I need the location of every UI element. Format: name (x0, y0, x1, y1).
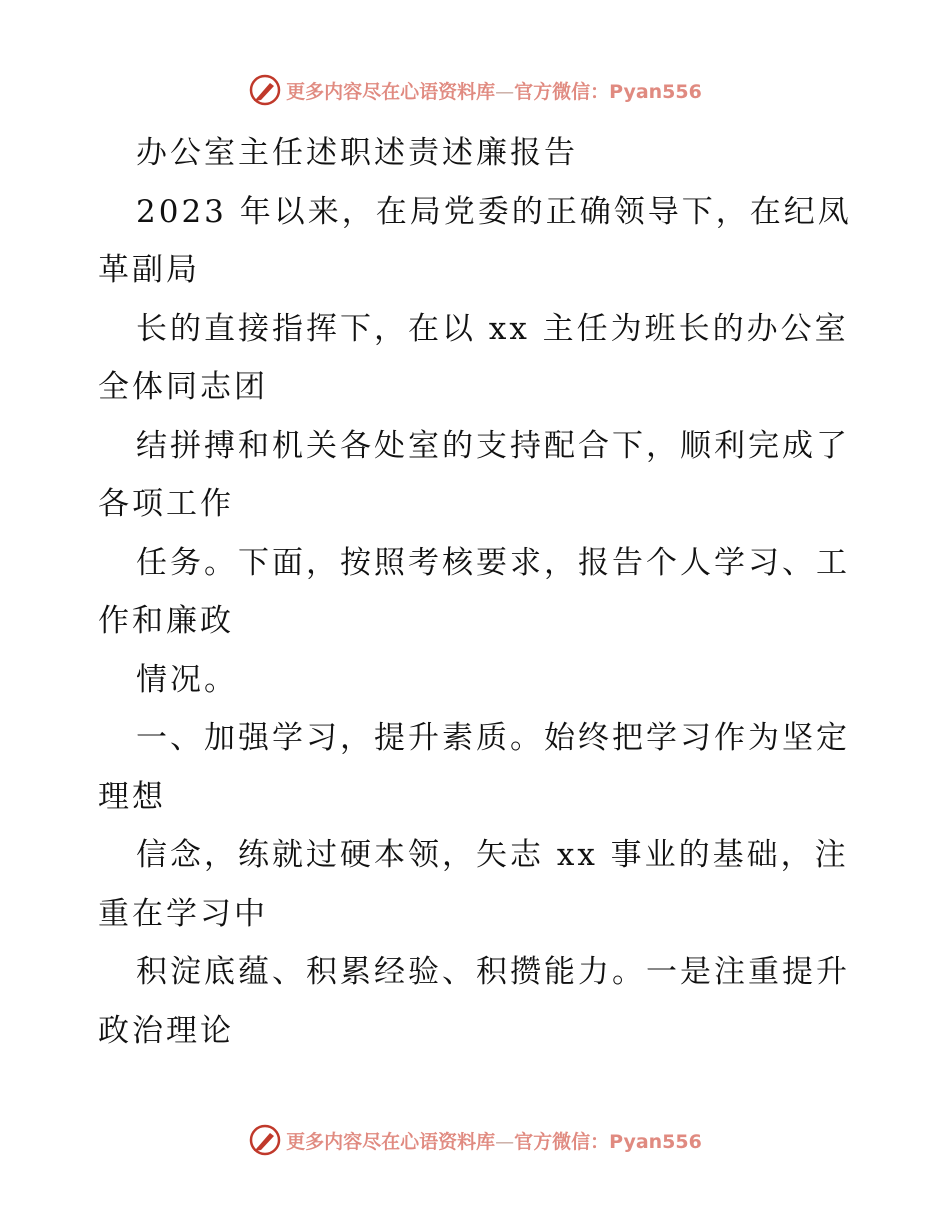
paragraph-line: 各项工作 (98, 486, 234, 522)
paragraph-line: 一、加强学习，提升素质。始终把学习作为坚定 (136, 720, 850, 756)
paragraph-line: 全体同志团 (98, 369, 268, 405)
header-banner-suffix: 官方微信：Pyan556 (514, 80, 702, 103)
pen-logo-icon (248, 1123, 282, 1157)
paragraph-line: 情况。 (136, 661, 238, 698)
footer-banner (0, 1120, 950, 1160)
pen-logo-icon (248, 73, 282, 107)
paragraph-line: 长的直接指挥下，在以 xx 主任为班长的办公室 (136, 310, 849, 347)
footer-banner-main: 更多内容尽在心语资料库 (286, 1130, 496, 1153)
paragraph-line: 政治理论 (98, 1012, 234, 1049)
paragraph-line: 积淀底蕴、积累经验、积攒能力。一是注重提升 (136, 954, 850, 990)
footer-banner-text (286, 1127, 702, 1154)
header-banner-main: 更多内容尽在心语资料库 (286, 80, 496, 103)
paragraph-line: 革副局 (98, 252, 200, 288)
footer-banner-dash: — (495, 1130, 515, 1153)
paragraph-line: 2023 年以来，在局党委的正确领导下，在纪凤 (136, 193, 852, 230)
document-title: 办公室主任述职述责述廉报告 (136, 135, 578, 171)
paragraph-line: 信念，练就过硬本领，矢志 xx 事业的基础，注 (136, 837, 849, 873)
paragraph-line: 作和廉政 (98, 603, 234, 639)
paragraph-line: 任务。下面，按照考核要求，报告个人学习、工 (136, 544, 850, 581)
document-body (98, 124, 858, 1060)
header-banner-text (286, 77, 702, 104)
footer-banner-suffix: 官方微信：Pyan556 (514, 1130, 702, 1153)
paragraph-line: 理想 (98, 778, 166, 815)
header-banner-dash: — (495, 80, 515, 103)
header-banner (0, 70, 950, 110)
paragraph-line: 结拼搏和机关各处室的支持配合下，顺利完成了 (136, 427, 850, 464)
paragraph-line: 重在学习中 (98, 895, 268, 932)
